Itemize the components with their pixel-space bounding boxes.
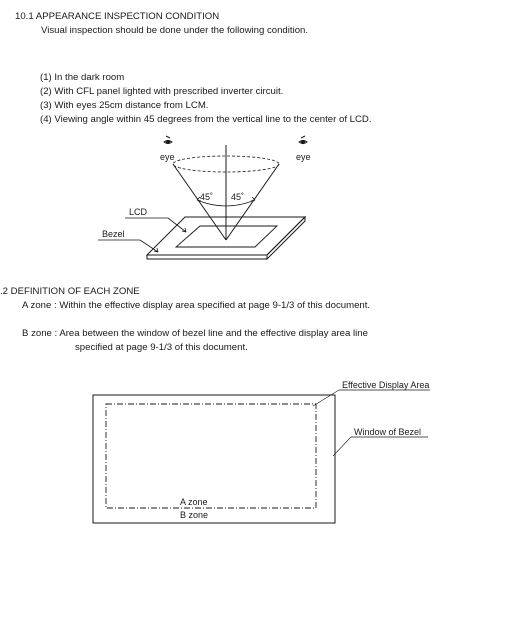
section-heading-appearance: 10.1 APPEARANCE INSPECTION CONDITION <box>15 11 220 22</box>
condition-item-3: (3) With eyes 25cm distance from LCM. <box>40 100 209 111</box>
angle-label-left: 45˚ <box>200 192 214 202</box>
angle-label-right: 45˚ <box>231 192 245 202</box>
inspection-intro-text: Visual inspection should be done under the following condition. <box>41 25 309 36</box>
b-zone-definition-line1: B zone : Area between the window of bezel line and the effective display area line <box>22 328 368 339</box>
bezel-window-outline <box>93 395 335 523</box>
a-zone-label: A zone <box>180 497 208 507</box>
b-zone-definition-line2: specified at page 9-1/3 of this document. <box>75 342 248 353</box>
condition-item-4: (4) Viewing angle within 45 degrees from the vertical line to the center of LCD. <box>40 114 372 125</box>
effective-display-area-outline <box>106 404 316 508</box>
lcd-label: LCD <box>129 207 148 217</box>
window-of-bezel-label: Window of Bezel <box>354 427 422 437</box>
effective-display-area-label: Effective Display Area <box>342 380 430 390</box>
bezel-label: Bezel <box>102 229 125 239</box>
condition-item-2: (2) With CFL panel lighted with prescribed inverter circuit. <box>40 86 284 97</box>
eye-label-left: eye <box>160 152 175 162</box>
condition-item-1: (1) In the dark room <box>40 72 125 83</box>
b-zone-label: B zone <box>180 510 209 520</box>
a-zone-definition: A zone : Within the effective display area specified at page 9-1/3 of this document. <box>22 300 371 311</box>
eye-label-right: eye <box>296 152 311 162</box>
section-heading-zones: .2 DEFINITION OF EACH ZONE <box>0 286 140 297</box>
